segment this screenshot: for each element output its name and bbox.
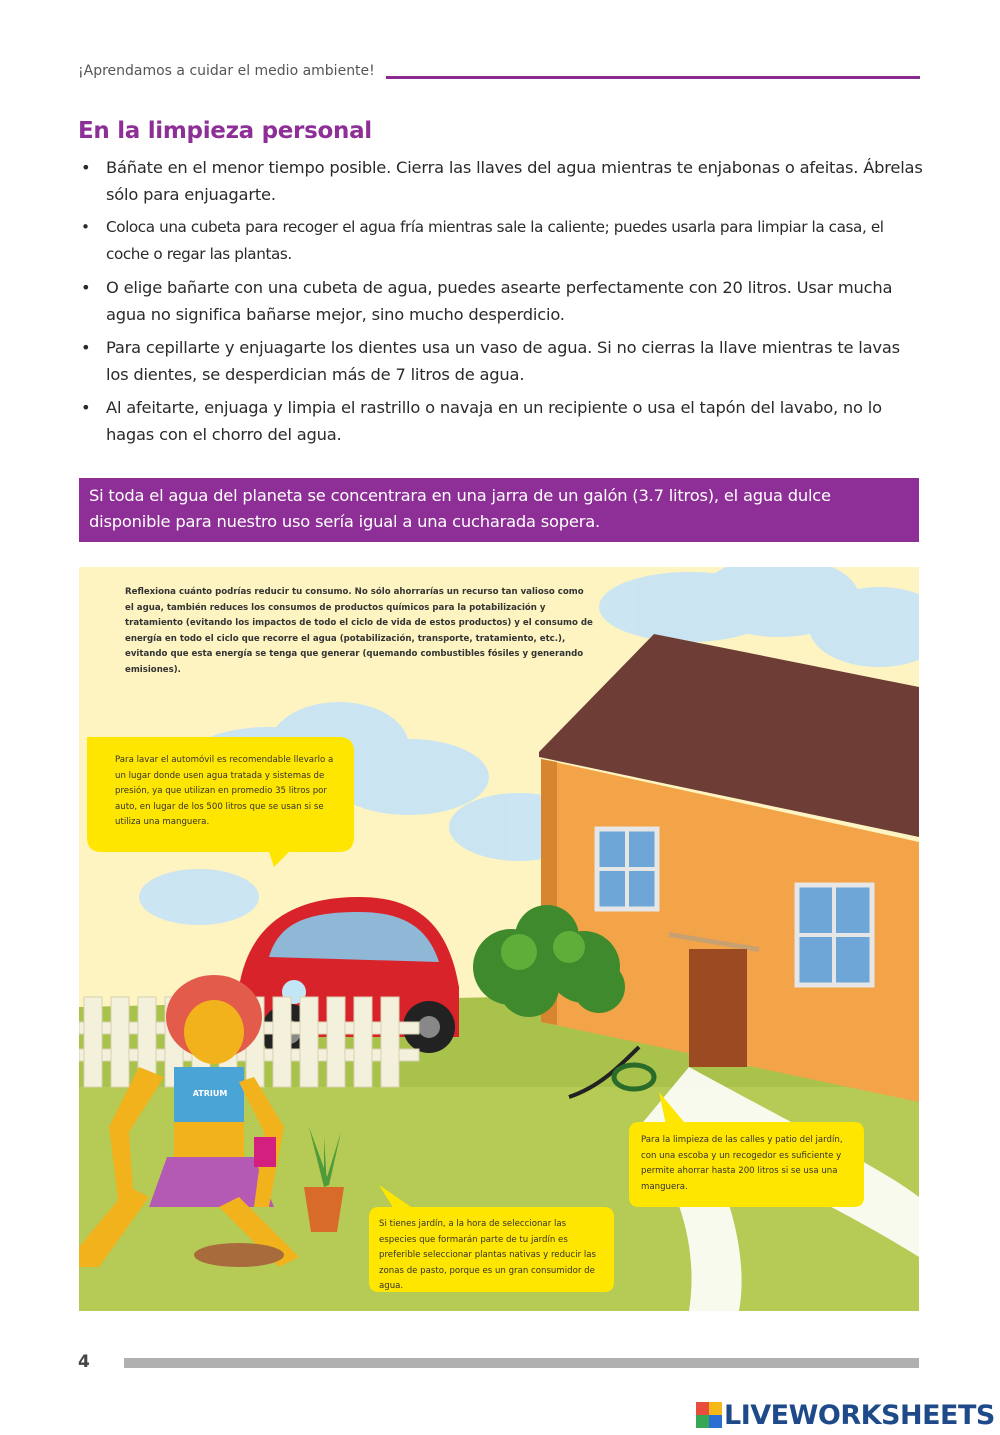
garden-bubble: Si tienes jardín, a la hora de seleccionar las especies que formarán parte de tu jardín es preferible seleccionar plantas nativas y reducir las zonas de pasto, porque es un gran consumidor de agua.	[379, 1219, 596, 1291]
shirt-text: ATRIUM	[192, 1089, 228, 1098]
page-number: 4	[78, 1352, 90, 1372]
list-item: • O elige bañarte con una cubeta de agua, puedes asearte perfectamente con 20 litros. Usar mucha agua no significa bañarse mejor, sino mucho desperdicio.	[78, 274, 923, 328]
reflection-note: Reflexiona cuánto podrías reducir tu consumo. No sólo ahorrarías un recurso tan valioso como el agua, también reduces los consumos de productos químicos para la potabilización y tratamiento (evitando los impactos de todo el ciclo de vida de estos productos) y el consumo de energía en todo el ciclo que recorre el agua (potabilización, transporte, tratamiento, etc.), evitando que esta energía se tenga que generar (quemando combustibles fósiles y generando emisiones).	[125, 587, 593, 675]
page-header	[78, 60, 920, 90]
logo-text: LIVEWORKSHEETS	[724, 1399, 995, 1431]
logo-icon	[696, 1402, 722, 1428]
list-item: • Para cepillarte y enjuagarte los dientes usa un vaso de agua. Si no cierras la llave mientras te lavas los dientes, se desperdician más de 7 litros de agua.	[78, 334, 923, 388]
liveworksheets-logo	[696, 1398, 995, 1432]
scene-graphic	[79, 567, 919, 1311]
list-item: • Coloca una cubeta para recoger el agua fría mientras sale la caliente; puedes usarla para limpiar la casa, el coche o regar las plantas.	[78, 214, 923, 268]
street-cleaning-bubble: Para la limpieza de las calles y patio del jardín, con una escoba y un recogedor es suficiente y permite ahorrar hasta 200 litros si se usa una manguera.	[641, 1135, 843, 1192]
list-item: • Báñate en el menor tiempo posible. Cierra las llaves del agua mientras te enjabonas o afeitas. Ábrelas sólo para enjuagarte.	[78, 154, 923, 208]
list-item: • Al afeitarte, enjuaga y limpia el rastrillo o navaja en un recipiente o usa el tapón del lavabo, no lo hagas con el chorro del agua.	[78, 394, 923, 448]
car-wash-bubble: Para lavar el automóvil es recomendable llevarlo a un lugar donde usen agua tratada y sistemas de presión, ya que utilizan en promedio 35 litros por auto, en lugar de los 500 litros que se usan si se utiliza una manguera.	[115, 755, 334, 827]
house-illustration	[79, 567, 919, 1311]
header-rule	[386, 76, 920, 79]
tips-list	[78, 154, 923, 454]
header-title: ¡Aprendamos a cuidar el medio ambiente!	[78, 63, 375, 79]
footer-rule	[124, 1358, 919, 1368]
fact-callout: Si toda el agua del planeta se concentrara en una jarra de un galón (3.7 litros), el agua dulce disponible para nuestro uso sería igual a una cucharada sopera.	[79, 478, 919, 542]
section-title: En la limpieza personal	[78, 118, 372, 144]
